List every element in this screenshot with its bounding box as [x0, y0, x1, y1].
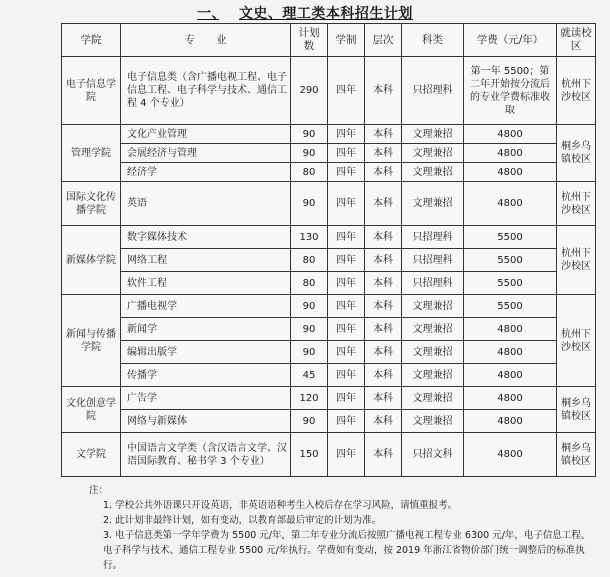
level-cell: 本科: [365, 433, 402, 477]
subject-cell: 文理兼招: [402, 295, 464, 318]
header-subject: 科类: [402, 24, 464, 57]
table-row: [62, 272, 596, 295]
college-cell: 电子信息学院: [62, 57, 121, 125]
table-row: [62, 249, 596, 272]
subject-cell: 文理兼招: [402, 387, 464, 410]
plan-cell: 290: [291, 57, 328, 125]
duration-cell: 四年: [328, 125, 365, 144]
major-cell: 会展经济与管理: [121, 144, 291, 163]
note-item: 3. 电子信息类第一学年学费为 5500 元/年，第二年专业分流后按照广播电视工程专业 6300 元/年，电子信息工程、电子科学与技术、通信工程专业 5500 元/年执行。学费如有变动，按 2019 年浙江省物价部门统一调整后的标准执行。: [103, 530, 591, 571]
header-row: [62, 24, 596, 57]
duration-cell: 四年: [328, 387, 365, 410]
title-prefix: 一、: [197, 6, 220, 22]
subject-cell: 文理兼招: [402, 144, 464, 163]
fee-cell: 5500: [464, 295, 557, 318]
duration-cell: 四年: [328, 182, 365, 226]
table-row: [62, 318, 596, 341]
fee-cell: 4800: [464, 125, 557, 144]
title-text: 文史、理工类本科招生计划: [238, 6, 413, 22]
duration-cell: 四年: [328, 318, 365, 341]
duration-cell: 四年: [328, 341, 365, 364]
table-row: [62, 226, 596, 249]
major-cell: 广播电视学: [121, 295, 291, 318]
note-item: 2. 此计划非最终计划，如有变动，以教育部最后审定的计划为准。: [103, 515, 382, 526]
duration-cell: 四年: [328, 410, 365, 433]
fee-cell: 第一年 5500；第二年开始按分流后的专业学费标准收取: [464, 57, 557, 125]
college-cell: 新媒体学院: [62, 226, 121, 295]
major-cell: 广告学: [121, 387, 291, 410]
subject-cell: 文理兼招: [402, 125, 464, 144]
header-duration: 学制: [328, 24, 365, 57]
fee-cell: 4800: [464, 163, 557, 182]
plan-cell: 90: [291, 182, 328, 226]
campus-cell: 桐乡乌镇校区: [557, 125, 596, 182]
level-cell: 本科: [365, 249, 402, 272]
plan-cell: 150: [291, 433, 328, 477]
campus-cell: 杭州下沙校区: [557, 57, 596, 125]
plan-cell: 80: [291, 163, 328, 182]
major-cell: 经济学: [121, 163, 291, 182]
level-cell: 本科: [365, 318, 402, 341]
major-cell: 软件工程: [121, 272, 291, 295]
table-row: [62, 341, 596, 364]
major-cell: 传播学: [121, 364, 291, 387]
level-cell: 本科: [365, 272, 402, 295]
campus-cell: 桐乡乌镇校区: [557, 387, 596, 433]
duration-cell: 四年: [328, 364, 365, 387]
plan-cell: 80: [291, 272, 328, 295]
table-row: [62, 433, 596, 477]
duration-cell: 四年: [328, 295, 365, 318]
level-cell: 本科: [365, 364, 402, 387]
duration-cell: 四年: [328, 433, 365, 477]
fee-cell: 5500: [464, 272, 557, 295]
plan-cell: 90: [291, 144, 328, 163]
plan-cell: 90: [291, 341, 328, 364]
college-cell: 管理学院: [62, 125, 121, 182]
subject-cell: 文理兼招: [402, 410, 464, 433]
duration-cell: 四年: [328, 144, 365, 163]
major-cell: 英语: [121, 182, 291, 226]
note-item: 1. 学校公共外语课只开设英语，非英语语种考生入校后存在学习风险，请慎重报考。: [103, 500, 458, 511]
notes-heading: 注：: [89, 485, 109, 496]
subject-cell: 文理兼招: [402, 163, 464, 182]
subject-cell: 只招理科: [402, 226, 464, 249]
level-cell: 本科: [365, 387, 402, 410]
subject-cell: 只招理科: [402, 57, 464, 125]
fee-cell: 4800: [464, 144, 557, 163]
fee-cell: 4800: [464, 410, 557, 433]
duration-cell: 四年: [328, 57, 365, 125]
notes-section: [89, 483, 594, 573]
level-cell: 本科: [365, 226, 402, 249]
college-cell: 文学院: [62, 433, 121, 477]
subject-cell: 只招理科: [402, 272, 464, 295]
plan-cell: 90: [291, 125, 328, 144]
college-cell: 国际文化传播学院: [62, 182, 121, 226]
major-cell: 数字媒体技术: [121, 226, 291, 249]
duration-cell: 四年: [328, 272, 365, 295]
table-row: [62, 295, 596, 318]
plan-cell: 90: [291, 410, 328, 433]
level-cell: 本科: [365, 125, 402, 144]
table-row: [62, 163, 596, 182]
subject-cell: 文理兼招: [402, 341, 464, 364]
plan-cell: 130: [291, 226, 328, 249]
college-cell: 文化创意学院: [62, 387, 121, 433]
fee-cell: 5500: [464, 226, 557, 249]
fee-cell: 4800: [464, 318, 557, 341]
level-cell: 本科: [365, 341, 402, 364]
major-cell: 编辑出版学: [121, 341, 291, 364]
fee-cell: 4800: [464, 387, 557, 410]
enrollment-plan-table: [61, 23, 596, 477]
header-level: 层次: [365, 24, 402, 57]
campus-cell: 桐乡乌镇校区: [557, 433, 596, 477]
subject-cell: 文理兼招: [402, 182, 464, 226]
header-plan: 计划数: [291, 24, 328, 57]
table-row: [62, 182, 596, 226]
header-major: 专 业: [121, 24, 291, 57]
table-row: [62, 57, 596, 125]
duration-cell: 四年: [328, 226, 365, 249]
plan-cell: 120: [291, 387, 328, 410]
level-cell: 本科: [365, 57, 402, 125]
college-cell: 新闻与传播学院: [62, 295, 121, 387]
subject-cell: 文理兼招: [402, 318, 464, 341]
level-cell: 本科: [365, 295, 402, 318]
plan-cell: 80: [291, 249, 328, 272]
fee-cell: 4800: [464, 364, 557, 387]
major-cell: 文化产业管理: [121, 125, 291, 144]
major-cell: 中国语言文学类（含汉语言文学、汉语国际教育、秘书学 3 个专业）: [121, 433, 291, 477]
page-title: [0, 3, 610, 23]
major-cell: 电子信息类（含广播电视工程、电子信息工程、电子科学与技术、通信工程 4 个专业）: [121, 57, 291, 125]
level-cell: 本科: [365, 163, 402, 182]
table-row: [62, 125, 596, 144]
campus-cell: 杭州下沙校区: [557, 226, 596, 295]
fee-cell: 5500: [464, 249, 557, 272]
table-row: [62, 410, 596, 433]
table-row: [62, 387, 596, 410]
plan-cell: 90: [291, 318, 328, 341]
fee-cell: 4800: [464, 341, 557, 364]
major-cell: 新闻学: [121, 318, 291, 341]
campus-cell: 杭州下沙校区: [557, 295, 596, 387]
plan-cell: 45: [291, 364, 328, 387]
duration-cell: 四年: [328, 249, 365, 272]
level-cell: 本科: [365, 144, 402, 163]
major-cell: 网络工程: [121, 249, 291, 272]
subject-cell: 只招理科: [402, 249, 464, 272]
header-campus: 就读校区: [557, 24, 596, 57]
table-row: [62, 364, 596, 387]
duration-cell: 四年: [328, 163, 365, 182]
fee-cell: 4800: [464, 433, 557, 477]
subject-cell: 文理兼招: [402, 364, 464, 387]
header-fee: 学费（元/年）: [464, 24, 557, 57]
level-cell: 本科: [365, 410, 402, 433]
plan-cell: 90: [291, 295, 328, 318]
header-college: 学院: [62, 24, 121, 57]
level-cell: 本科: [365, 182, 402, 226]
campus-cell: 杭州下沙校区: [557, 182, 596, 226]
subject-cell: 只招文科: [402, 433, 464, 477]
table-row: [62, 144, 596, 163]
fee-cell: 4800: [464, 182, 557, 226]
major-cell: 网络与新媒体: [121, 410, 291, 433]
